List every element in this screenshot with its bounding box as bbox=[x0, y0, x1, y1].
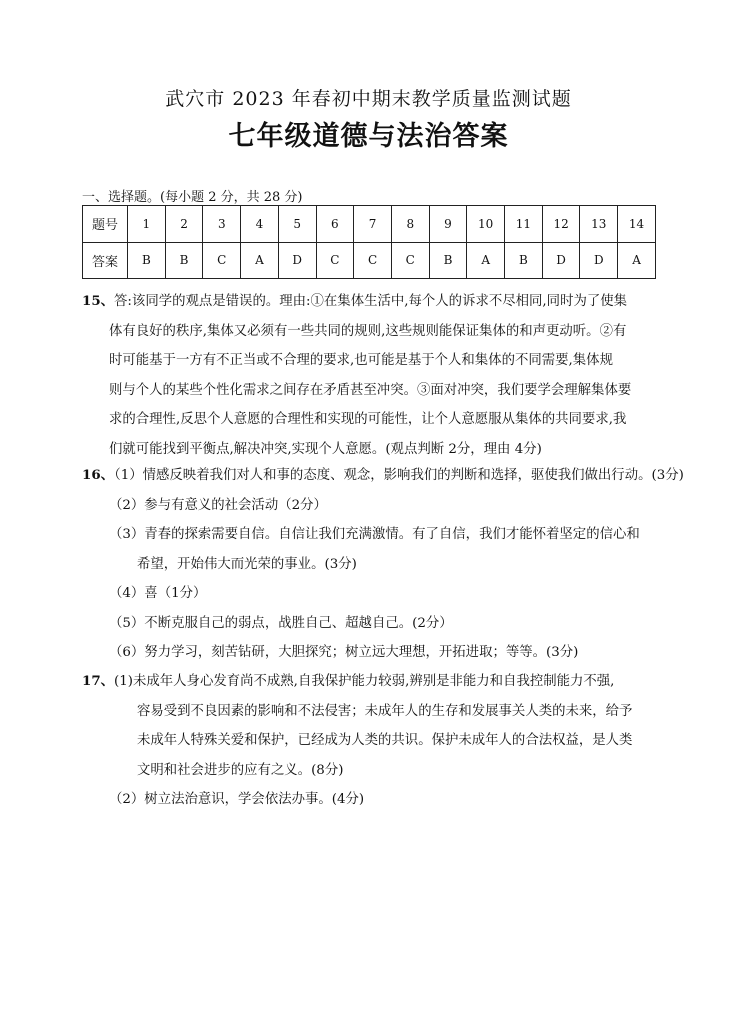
answer-cell: D bbox=[542, 242, 580, 279]
answer-cell: A bbox=[467, 242, 505, 279]
exam-title: 武穴市 2023 年春初中期末教学质量监测试题 bbox=[165, 88, 572, 110]
answer-line: 求的合理性,反思个人意愿的合理性和实现的可能性，让个人意愿服从集体的共同要求,我 bbox=[109, 412, 627, 427]
sub-answer-2: （2）树立法治意识，学会依法办事。(4分) bbox=[109, 792, 365, 807]
answer-line: 容易受到不良因素的影响和不法侵害；未成年人的生存和发展事关人类的未来，给予 bbox=[137, 703, 633, 719]
answer-cell: B bbox=[128, 242, 166, 279]
answer-line: 们就可能找到平衡点,解决冲突,实现个人意愿。(观点判断 2分，理由 4分) bbox=[109, 441, 542, 457]
answer-cell: C bbox=[354, 242, 392, 279]
question-number: 9 bbox=[429, 206, 467, 243]
answer-cell: D bbox=[278, 242, 316, 279]
question-16-answer bbox=[82, 461, 684, 668]
sub-answer-3: （3）青春的探索需要自信。自信让我们充满激情。有了自信，我们才能怀着坚定的信心和 bbox=[109, 527, 640, 542]
sub-answer-5: （5）不断克服自己的弱点，战胜自己、超越自己。(2分） bbox=[109, 615, 453, 631]
page-title: 七年级道德与法治答案 bbox=[228, 121, 509, 152]
question-15-answer bbox=[82, 287, 660, 464]
question-number: 13 bbox=[580, 206, 618, 243]
answer-line: 体有良好的秩序,集体又必须有一些共同的规则,这些规则能保证集体的和声更动听。②有 bbox=[109, 323, 627, 339]
answer-text: 答:该同学的观点是错误的。理由:①在集体生活中,每个人的诉求不尽相同,同时为了使集 bbox=[114, 294, 628, 309]
answer-cell: C bbox=[391, 242, 429, 279]
answer-cell: D bbox=[580, 242, 618, 279]
sub-answer-3-continued: 希望，开始伟大而光荣的事业。(3分) bbox=[137, 556, 357, 572]
sub-answer-2: （2）参与有意义的社会活动（2分） bbox=[109, 497, 327, 513]
sub-answer-6: （6）努力学习，刻苦钻研，大胆探究；树立远大理想，开拓进取；等等。(3分) bbox=[109, 645, 579, 660]
question-number: 8 bbox=[391, 206, 429, 243]
answer-cell: B bbox=[429, 242, 467, 279]
question-number-label: 16、 bbox=[82, 467, 115, 483]
question-17-answer bbox=[82, 667, 660, 815]
answer-row bbox=[83, 242, 656, 279]
question-number-label: 15、 bbox=[82, 293, 115, 309]
answer-cell: A bbox=[241, 242, 279, 279]
answer-text: (1)未成年人身心发育尚不成熟,自我保护能力较弱,辨别是非能力和自我控制能力不强, bbox=[114, 674, 615, 689]
answer-text: （1）情感反映着我们对人和事的态度、观念，影响我们的判断和选择，驱使我们做出行动。(3分) bbox=[114, 468, 684, 483]
question-number: 2 bbox=[165, 206, 203, 243]
answer-line: 时可能基于一方有不正当或不合理的要求,也可能是基于个人和集体的不同需要,集体规 bbox=[109, 353, 613, 368]
answer-cell: C bbox=[203, 242, 241, 279]
question-number: 12 bbox=[542, 206, 580, 243]
question-number: 6 bbox=[316, 206, 354, 243]
answer-line: 文明和社会进步的应有之义。(8分) bbox=[137, 762, 344, 778]
question-number: 5 bbox=[278, 206, 316, 243]
answer-cell: C bbox=[316, 242, 354, 279]
answer-line bbox=[82, 667, 660, 697]
question-number: 1 bbox=[128, 206, 166, 243]
question-number: 4 bbox=[241, 206, 279, 243]
answer-table bbox=[82, 205, 656, 279]
row-label-answer: 答案 bbox=[83, 242, 128, 279]
row-label-question: 题号 bbox=[83, 206, 128, 243]
answer-line bbox=[82, 461, 684, 491]
answer-cell: B bbox=[165, 242, 203, 279]
answer-cell: A bbox=[618, 242, 656, 279]
question-number: 7 bbox=[354, 206, 392, 243]
section-heading-multiple-choice: 一、选择题。(每小题 2 分，共 28 分) bbox=[82, 190, 303, 205]
sub-answer-4: （4）喜（1分） bbox=[109, 586, 207, 601]
question-number: 3 bbox=[203, 206, 241, 243]
question-number-label: 17、 bbox=[82, 673, 115, 689]
answer-line: 未成年人特殊关爱和保护，已经成为人类的共识。保护未成年人的合法权益，是人类 bbox=[137, 733, 633, 748]
question-number: 14 bbox=[618, 206, 656, 243]
answer-line: 则与个人的某些个性化需求之间存在矛盾甚至冲突。③面对冲突，我们要学会理解集体要 bbox=[109, 382, 632, 398]
answer-cell: B bbox=[505, 242, 543, 279]
question-number-row bbox=[83, 206, 656, 243]
question-number: 11 bbox=[505, 206, 543, 243]
answer-line bbox=[82, 287, 660, 317]
question-number: 10 bbox=[467, 206, 505, 243]
